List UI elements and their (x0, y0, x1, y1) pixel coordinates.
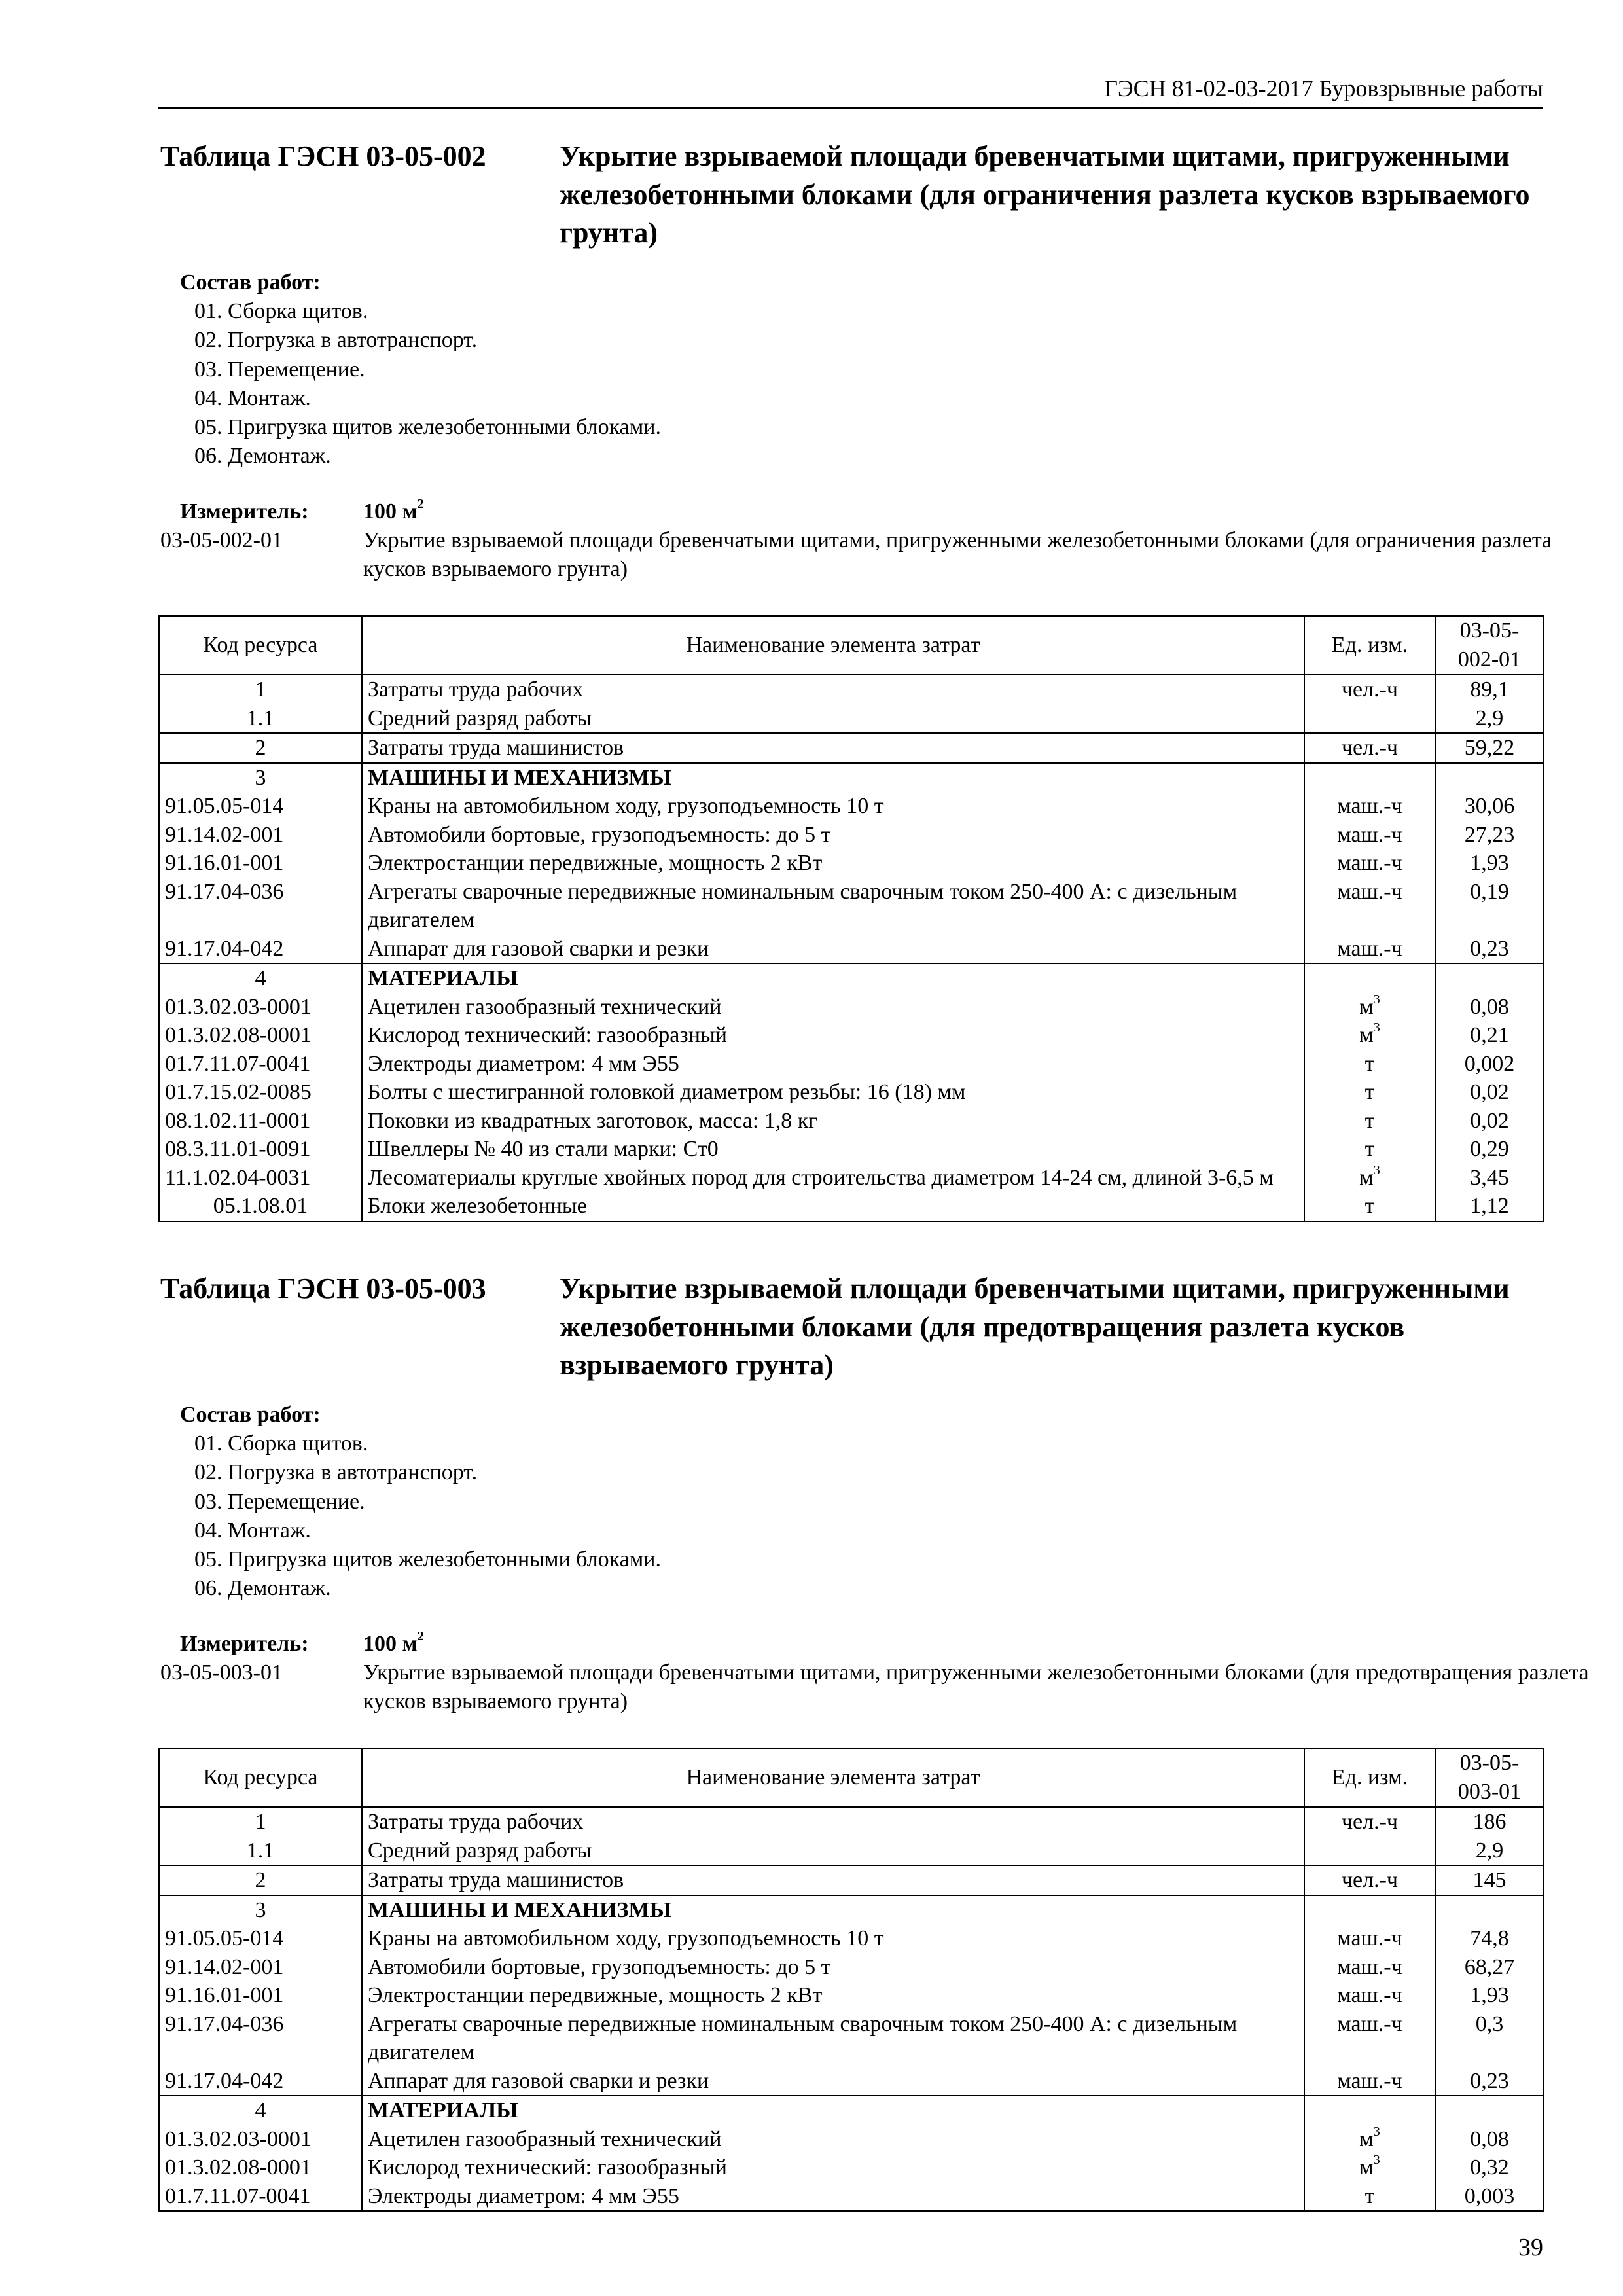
table-row (159, 2067, 1544, 2096)
table-row (159, 2182, 1544, 2212)
table-row (159, 1807, 1544, 1837)
table-header-row (159, 1748, 1544, 1807)
table-row (159, 849, 1544, 878)
cell-code: 01.7.11.07-0041 (159, 1050, 362, 1079)
cell-value: 1,93 (1435, 1981, 1544, 2010)
cell-code: 2 (159, 1865, 362, 1895)
cell-unit: чел.-ч (1304, 733, 1435, 763)
cell-code: 1.1 (159, 1837, 362, 1866)
table-row (159, 1078, 1544, 1107)
cell-name: Кислород технический: газообразный (362, 1021, 1304, 1050)
cell-code: 01.7.11.07-0041 (159, 2182, 362, 2212)
cell-unit: т (1304, 2182, 1435, 2212)
page-number: 39 (1518, 2234, 1543, 2261)
running-header: ГЭСН 81-02-03-2017 Буровзрывные работы (158, 73, 1543, 109)
table-row (159, 1192, 1544, 1221)
cell-value: 145 (1435, 1865, 1544, 1895)
cell-value: 0,19 (1435, 878, 1544, 935)
cell-code: 91.16.01-001 (159, 849, 362, 878)
cell-unit: маш.-ч (1304, 821, 1435, 850)
cell-value: 0,02 (1435, 1107, 1544, 1136)
col-header-unit: Ед. изм. (1304, 1748, 1435, 1807)
cell-name: Затраты труда машинистов (362, 1865, 1304, 1895)
cell-code: 91.05.05-014 (159, 1924, 362, 1953)
table-label: Таблица ГЭСН 03-05-003 (160, 1272, 486, 1304)
table-row (159, 1953, 1544, 1982)
work-item: 05. Пригрузка щитов железобетонными блоками. (194, 414, 661, 439)
cell-value: 0,08 (1435, 2125, 1544, 2154)
col-header-code: Код ресурса (159, 616, 362, 675)
table-row (159, 1981, 1544, 2010)
table-row (159, 1050, 1544, 1079)
cell-unit: т (1304, 1050, 1435, 1079)
cell-value: 0,23 (1435, 935, 1544, 964)
table-row (159, 2153, 1544, 2182)
table-row (159, 2125, 1544, 2154)
cell-unit (1304, 2096, 1435, 2125)
table-row (159, 1924, 1544, 1953)
cell-value (1435, 1895, 1544, 1925)
cell-value: 0,23 (1435, 2067, 1544, 2096)
cell-value: 0,29 (1435, 1135, 1544, 1164)
table-title: Укрытие взрываемой площади бревенчатыми щитами, пригруженными железобетонными блоками (для ограничения разлета кусков взрываемого грунта) (560, 140, 1530, 249)
norm-code: 03-05-002-01 (160, 528, 283, 552)
cell-name: Автомобили бортовые, грузоподъемность: до 5 т (362, 1953, 1304, 1982)
work-item: 02. Погрузка в автотранспорт. (194, 328, 478, 353)
norm-description: Укрытие взрываемой площади бревенчатыми щитами, пригруженными железобетонными блоками (для ограничения разлета кусков взрываемого грунта) (363, 528, 1552, 582)
cell-name: Электроды диаметром: 4 мм Э55 (362, 1050, 1304, 1079)
cell-name: Болты с шестигранной головкой диаметром резьбы: 16 (18) мм (362, 1078, 1304, 1107)
work-composition-heading: Состав работ: (180, 1403, 321, 1427)
table-row (159, 1135, 1544, 1164)
table-label: Таблица ГЭСН 03-05-002 (160, 140, 486, 172)
cell-code: 4 (159, 963, 362, 993)
cell-name: Краны на автомобильном ходу, грузоподъемность 10 т (362, 792, 1304, 821)
cell-name: Затраты труда рабочих (362, 675, 1304, 704)
cell-value: 2,9 (1435, 704, 1544, 734)
cell-name: Блоки железобетонные (362, 1192, 1304, 1221)
table-row (159, 1164, 1544, 1193)
cell-unit: т (1304, 1107, 1435, 1136)
work-item: 02. Погрузка в автотранспорт. (194, 1460, 478, 1485)
cell-unit: маш.-ч (1304, 1953, 1435, 1982)
cell-unit: маш.-ч (1304, 935, 1435, 964)
cell-unit: $м^3$ (1304, 2125, 1435, 2154)
cell-value: 0,002 (1435, 1050, 1544, 1079)
cell-name: МАШИНЫ И МЕХАНИЗМЫ (362, 763, 1304, 793)
cell-unit: чел.-ч (1304, 675, 1435, 704)
cell-value (1435, 963, 1544, 993)
cell-code: 01.3.02.03-0001 (159, 2125, 362, 2154)
cell-name: Электростанции передвижные, мощность 2 кВт (362, 849, 1304, 878)
cell-name: Швеллеры № 40 из стали марки: Ст0 (362, 1135, 1304, 1164)
cell-value: 0,003 (1435, 2182, 1544, 2212)
cell-unit: маш.-ч (1304, 849, 1435, 878)
table-row (159, 935, 1544, 964)
cell-code: 08.3.11.01-0091 (159, 1135, 362, 1164)
cell-name: Агрегаты сварочные передвижные номинальным сварочным током 250-400 А: с дизельным двигателем (362, 878, 1304, 935)
work-item: 06. Демонтаж. (194, 444, 331, 469)
table-row (159, 1021, 1544, 1050)
table-row (159, 763, 1544, 793)
table-row (159, 878, 1544, 935)
table-title: Укрытие взрываемой площади бревенчатыми щитами, пригруженными железобетонными блоками (для предотвращения разлета кусков взрываемого грунта) (560, 1272, 1510, 1382)
table-header-row (159, 616, 1544, 675)
cell-value: 2,9 (1435, 1837, 1544, 1866)
work-item: 03. Перемещение. (194, 1489, 365, 1514)
cell-code: 1.1 (159, 704, 362, 734)
cell-value: 68,27 (1435, 1953, 1544, 1982)
cell-code: 01.7.15.02-0085 (159, 1078, 362, 1107)
cell-name: МАШИНЫ И МЕХАНИЗМЫ (362, 1895, 1304, 1925)
norm-code: 03-05-003-01 (160, 1660, 283, 1685)
cell-value: 1,12 (1435, 1192, 1544, 1221)
cell-code: 4 (159, 2096, 362, 2125)
resource-table (158, 1748, 1544, 2212)
cell-unit (1304, 704, 1435, 734)
table-row (159, 792, 1544, 821)
cell-code: 91.14.02-001 (159, 1953, 362, 1982)
cell-code: 91.16.01-001 (159, 1981, 362, 2010)
cell-value: 59,22 (1435, 733, 1544, 763)
cell-unit: $м^3$ (1304, 993, 1435, 1022)
measure-label: Измеритель: (180, 499, 309, 524)
cell-name: Ацетилен газообразный технический (362, 2125, 1304, 2154)
work-composition (180, 268, 661, 471)
cell-value: 74,8 (1435, 1924, 1544, 1953)
cell-name: Средний разряд работы (362, 1837, 1304, 1866)
resource-table (158, 615, 1544, 1222)
cell-code: 05.1.08.01 (159, 1192, 362, 1221)
cell-code: 2 (159, 733, 362, 763)
table-row (159, 821, 1544, 850)
cell-name: Краны на автомобильном ходу, грузоподъемность 10 т (362, 1924, 1304, 1953)
measure-label: Измеритель: (180, 1632, 309, 1656)
work-item: 05. Пригрузка щитов железобетонными блоками. (194, 1547, 661, 1571)
col-header-unit: Ед. изм. (1304, 616, 1435, 675)
work-item: 03. Перемещение. (194, 357, 365, 382)
cell-value: 186 (1435, 1807, 1544, 1837)
cell-value: 0,32 (1435, 2153, 1544, 2182)
cell-value: 27,23 (1435, 821, 1544, 850)
cell-value (1435, 2096, 1544, 2125)
table-row (159, 733, 1544, 763)
cell-code: 91.17.04-036 (159, 878, 362, 935)
col-header-value: 03-05-002-01 (1435, 616, 1544, 675)
cell-unit: чел.-ч (1304, 1807, 1435, 1837)
norm-description: Укрытие взрываемой площади бревенчатыми щитами, пригруженными железобетонными блоками (для предотвращения разлета кусков взрываемого грунта) (363, 1660, 1589, 1714)
cell-value: 1,93 (1435, 849, 1544, 878)
work-item: 01. Сборка щитов. (194, 1431, 368, 1456)
cell-unit: маш.-ч (1304, 1924, 1435, 1953)
cell-name: Электростанции передвижные, мощность 2 кВт (362, 1981, 1304, 2010)
cell-code: 91.17.04-036 (159, 2010, 362, 2067)
cell-code: 3 (159, 763, 362, 793)
work-item: 04. Монтаж. (194, 1518, 311, 1543)
cell-code: 91.05.05-014 (159, 792, 362, 821)
cell-name: Лесоматериалы круглые хвойных пород для строительства диаметром 14-24 см, длиной 3-6,5 м (362, 1164, 1304, 1193)
work-composition (180, 1401, 661, 1603)
measure-value: 100 $м^2$ (363, 497, 424, 524)
col-header-code: Код ресурса (159, 1748, 362, 1807)
cell-code: 91.17.04-042 (159, 2067, 362, 2096)
cell-unit: т (1304, 1192, 1435, 1221)
cell-value: 0,3 (1435, 2010, 1544, 2067)
table-row (159, 704, 1544, 734)
cell-unit: маш.-ч (1304, 1981, 1435, 2010)
table-row (159, 1865, 1544, 1895)
cell-code: 1 (159, 1807, 362, 1837)
cell-unit: т (1304, 1078, 1435, 1107)
table-row (159, 2010, 1544, 2067)
cell-value (1435, 763, 1544, 793)
cell-unit (1304, 1837, 1435, 1866)
cell-unit: чел.-ч (1304, 1865, 1435, 1895)
col-header-name: Наименование элемента затрат (362, 1748, 1304, 1807)
cell-name: Аппарат для газовой сварки и резки (362, 935, 1304, 964)
table-row (159, 963, 1544, 993)
cell-unit: маш.-ч (1304, 878, 1435, 935)
cell-unit: $м^3$ (1304, 2153, 1435, 2182)
work-item: 06. Демонтаж. (194, 1576, 331, 1601)
cell-name: Ацетилен газообразный технический (362, 993, 1304, 1022)
cell-value: 0,08 (1435, 993, 1544, 1022)
cell-code: 1 (159, 675, 362, 704)
cell-name: Аппарат для газовой сварки и резки (362, 2067, 1304, 2096)
cell-name: Автомобили бортовые, грузоподъемность: до 5 т (362, 821, 1304, 850)
table-row (159, 1895, 1544, 1925)
cell-code: 91.17.04-042 (159, 935, 362, 964)
cell-code: 08.1.02.11-0001 (159, 1107, 362, 1136)
cell-unit: т (1304, 1135, 1435, 1164)
cell-name: Электроды диаметром: 4 мм Э55 (362, 2182, 1304, 2212)
cell-name: МАТЕРИАЛЫ (362, 963, 1304, 993)
table-row (159, 675, 1544, 704)
table-row (159, 1107, 1544, 1136)
cell-code: 01.3.02.03-0001 (159, 993, 362, 1022)
cell-name: Агрегаты сварочные передвижные номинальным сварочным током 250-400 А: с дизельным двигателем (362, 2010, 1304, 2067)
cell-name: МАТЕРИАЛЫ (362, 2096, 1304, 2125)
table-row (159, 993, 1544, 1022)
cell-unit: маш.-ч (1304, 2067, 1435, 2096)
cell-code: 91.14.02-001 (159, 821, 362, 850)
work-item: 01. Сборка щитов. (194, 299, 368, 324)
cell-name: Кислород технический: газообразный (362, 2153, 1304, 2182)
cell-code: 3 (159, 1895, 362, 1925)
work-item: 04. Монтаж. (194, 386, 311, 410)
col-header-value: 03-05-003-01 (1435, 1748, 1544, 1807)
cell-name: Затраты труда рабочих (362, 1807, 1304, 1837)
cell-unit: маш.-ч (1304, 2010, 1435, 2067)
cell-value: 3,45 (1435, 1164, 1544, 1193)
cell-unit (1304, 1895, 1435, 1925)
cell-unit: $м^3$ (1304, 1021, 1435, 1050)
cell-unit: $м^3$ (1304, 1164, 1435, 1193)
cell-code: 01.3.02.08-0001 (159, 2153, 362, 2182)
cell-unit (1304, 763, 1435, 793)
cell-name: Средний разряд работы (362, 704, 1304, 734)
table-row (159, 1837, 1544, 1866)
cell-unit (1304, 963, 1435, 993)
cell-value: 0,02 (1435, 1078, 1544, 1107)
cell-value: 30,06 (1435, 792, 1544, 821)
cell-value: 0,21 (1435, 1021, 1544, 1050)
cell-code: 01.3.02.08-0001 (159, 1021, 362, 1050)
cell-value: 89,1 (1435, 675, 1544, 704)
cell-unit: маш.-ч (1304, 792, 1435, 821)
col-header-name: Наименование элемента затрат (362, 616, 1304, 675)
cell-name: Затраты труда машинистов (362, 733, 1304, 763)
table-row (159, 2096, 1544, 2125)
work-composition-heading: Состав работ: (180, 270, 321, 295)
measure-value: 100 $м^2$ (363, 1629, 424, 1656)
cell-name: Поковки из квадратных заготовок, масса: 1,8 кг (362, 1107, 1304, 1136)
cell-code: 11.1.02.04-0031 (159, 1164, 362, 1193)
